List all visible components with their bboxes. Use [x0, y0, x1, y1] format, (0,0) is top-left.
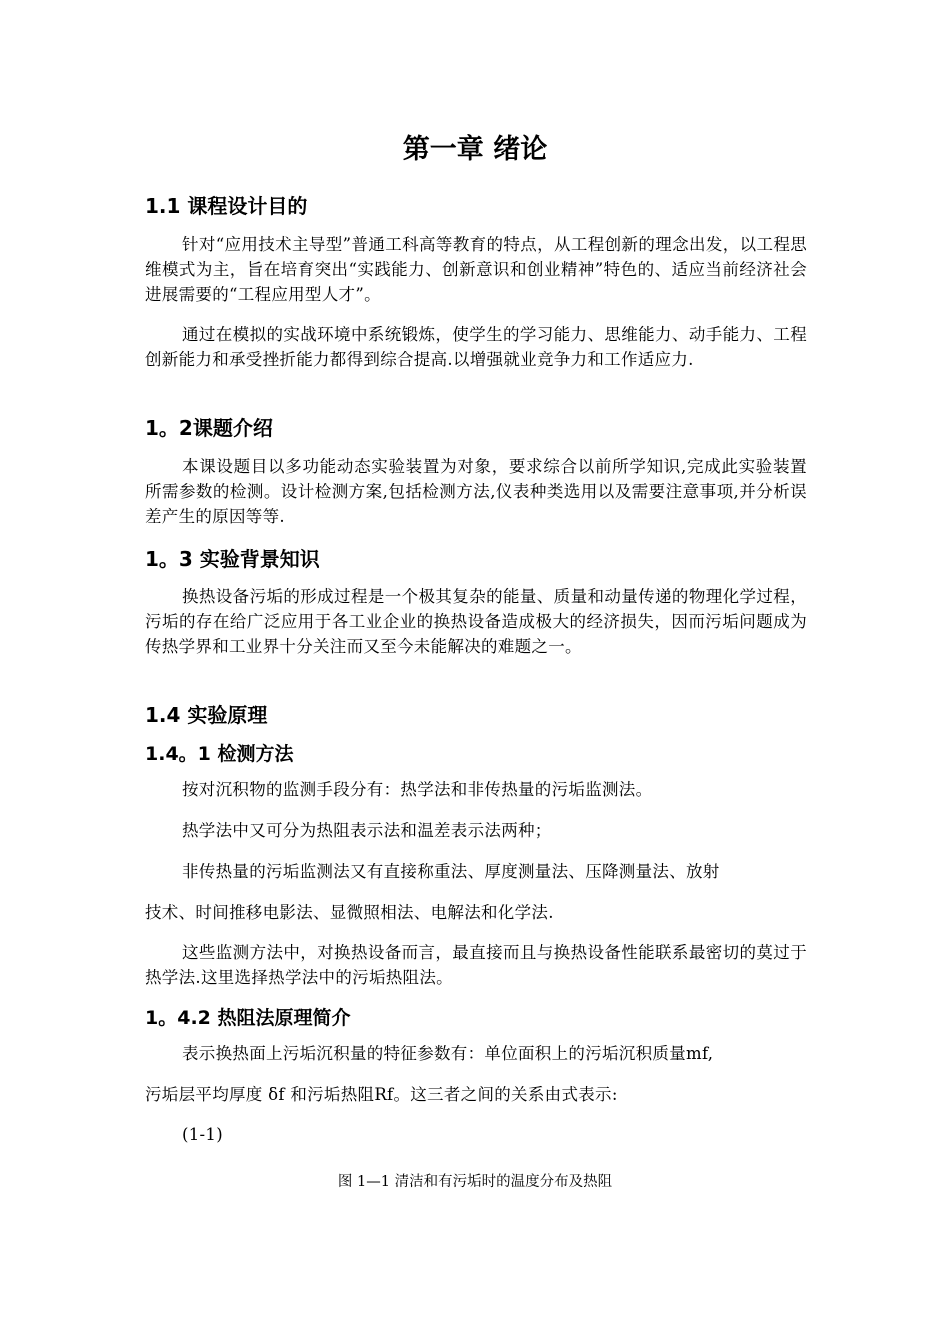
section-heading-1-4: 1.4 实验原理 [145, 703, 268, 727]
line-monitoring-categories: 按对沉积物的监测手段分有：热学法和非传热量的污垢监测法。 [182, 780, 653, 799]
section-heading-1-3: 1。3 实验背景知识 [145, 547, 320, 571]
section-heading-1-1: 1.1 课程设计目的 [145, 194, 308, 218]
line-non-thermal-methods-cont: 技术、时间推移电影法、显微照相法、电解法和化学法. [145, 903, 554, 922]
equation-number: (1-1) [182, 1125, 223, 1144]
subsection-heading-1-4-2: 1。4.2 热阻法原理简介 [145, 1007, 351, 1029]
line-thermal-methods: 热学法中又可分为热阻表示法和温差表示法两种； [182, 821, 552, 840]
paragraph-1-1-training: 通过在模拟的实战环境中系统锻炼，使学生的学习能力、思维能力、动手能力、工程创新能力和承受挫折能力都得到综合提高.以增强就业竞争力和工作适应力. [145, 325, 807, 369]
line-non-thermal-methods: 非传热量的污垢监测法又有直接称重法、厚度测量法、压降测量法、放射 [182, 862, 720, 881]
section-heading-1-2: 1。2课题介绍 [145, 416, 273, 440]
paragraph-1-3-background: 换热设备污垢的形成过程是一个极其复杂的能量、质量和动量传递的物理化学过程，污垢的存在给广泛应用于各工业企业的换热设备造成极大的经济损失，因而污垢问题成为传热学界和工业界十分关注而又至今未能解决的难题之一。 [145, 587, 807, 656]
paragraph-1-2-topic: 本课设题目以多功能动态实验装置为对象，要求综合以前所学知识,完成此实验装置所需参数的检测。设计检测方案,包括检测方法,仪表种类选用以及需要注意事项,并分析误差产生的原因等等. [145, 457, 807, 526]
line-fouling-parameters: 表示换热面上污垢沉积量的特征参数有：单位面积上的污垢沉积质量mf, [182, 1044, 714, 1063]
chapter-title: 第一章 绪论 [402, 134, 548, 165]
line-fouling-relation: 污垢层平均厚度 δf 和污垢热阻Rf。这三者之间的关系由式表示: [145, 1085, 618, 1104]
figure-caption: 图 1—1 清洁和有污垢时的温度分布及热阻 [337, 1174, 613, 1190]
paragraph-1-1-purpose: 针对“应用技术主导型”普通工科高等教育的特点，从工程创新的理念出发，以工程思维模式为主，旨在培育突出“实践能力、创新意识和创业精神”特色的、适应当前经济社会进展需要的“工程应用型人才”。 [145, 235, 807, 304]
subsection-heading-1-4-1: 1.4。1 检测方法 [145, 743, 294, 765]
paragraph-method-choice: 这些监测方法中，对换热设备而言，最直接而且与换热设备性能联系最密切的莫过于热学法.这里选择热学法中的污垢热阻法。 [145, 943, 807, 987]
